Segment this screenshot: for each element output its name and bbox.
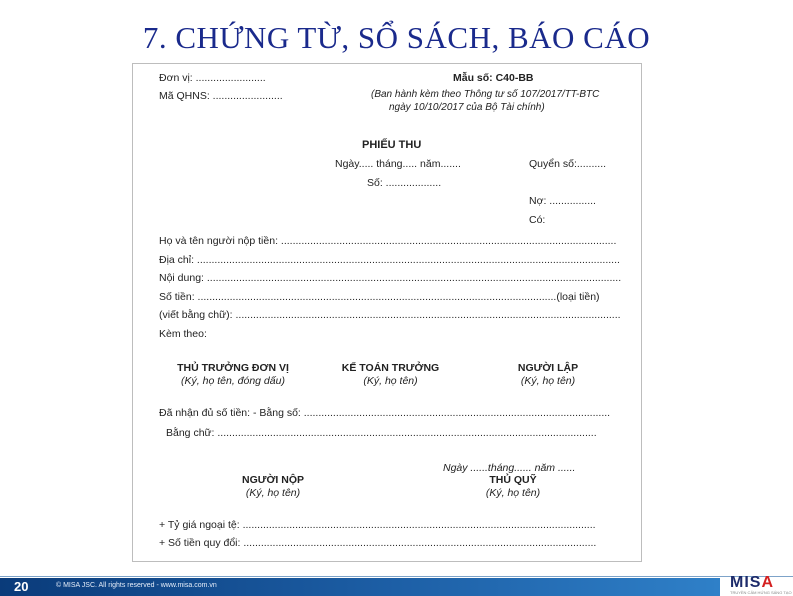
receipt-number: Số: ................... <box>367 177 442 189</box>
amount-words-line: (viết bằng chữ): .................................................................................................................................... <box>159 309 621 321</box>
date-line: Ngày..... tháng..... năm....... <box>335 158 461 170</box>
credit-field: Có: <box>529 214 546 226</box>
sig-payer: NGƯỜI NỘP <box>241 474 304 486</box>
sig-preparer: NGƯỜI LẬP <box>517 362 579 374</box>
book-number: Quyển số:.......... <box>529 158 607 170</box>
date-line-2: Ngày ......tháng...... năm ...... <box>443 462 576 474</box>
misa-logo-accent: A <box>761 574 775 591</box>
sig-head-unit-note: (Ký, họ tên, đóng dấu) <box>181 375 285 387</box>
sig-cashier: THỦ QUỸ <box>489 474 537 486</box>
sig-cashier-note: (Ký, họ tên) <box>485 487 541 499</box>
received-amount-line: Đã nhận đủ số tiền: - Bằng số: ......................................................................................................... <box>159 407 611 419</box>
content-line: Nội dung: .............................................................................................................................................. <box>159 272 622 284</box>
receipt-form <box>132 63 642 562</box>
issuance-note-2: ngày 10/10/2017 của Bộ Tài chính) <box>389 102 545 113</box>
footer-copyright: © MISA JSC. All rights reserved - www.misa.com.vn <box>56 582 217 589</box>
address-line: Địa chỉ: ................................................................................................................................................. <box>159 254 620 266</box>
anniversary-logo <box>14 579 28 594</box>
exchange-rate-line: + Tỷ giá ngoại tệ: ......................................................................................................................... <box>159 519 596 531</box>
payer-name-line: Họ và tên người nộp tiền: ................................................................................................................... <box>159 235 617 247</box>
slide-title: 7. CHỨNG TỪ, SỔ SÁCH, BÁO CÁO <box>142 20 651 55</box>
amount-line: Số tiền: ...........................................................................................................................(loại tiền) <box>159 291 600 303</box>
sig-preparer-note: (Ký, họ tên) <box>520 375 576 387</box>
sig-payer-note: (Ký, họ tên) <box>245 487 301 499</box>
anniversary-logo-text: 20 <box>14 579 29 594</box>
attachments-line: Kèm theo: <box>159 328 207 340</box>
sig-chief-accountant-note: (Ký, họ tên) <box>363 375 418 387</box>
misa-tagline: TRUYỀN CẢM HỨNG SÁNG TẠO <box>730 590 792 595</box>
received-words-line: Bằng chữ: .................................................................................................................................. <box>166 427 597 439</box>
ma-qhns-field: Mã QHNS: ........................ <box>159 90 283 102</box>
issuance-note-1: (Ban hành kèm theo Thông tư số 107/2017/TT-BTC <box>371 89 600 100</box>
footer-divider <box>0 576 793 577</box>
form-title: PHIẾU THU <box>362 139 422 151</box>
sig-chief-accountant: KẾ TOÁN TRƯỞNG <box>341 362 440 374</box>
misa-logo-text: MIS <box>730 574 762 591</box>
sig-head-unit: THỦ TRƯỞNG ĐƠN VỊ <box>177 362 289 374</box>
form-code: Mẫu số: C40-BB <box>453 72 534 84</box>
converted-amount-line: + Số tiền quy đổi: ......................................................................................................................... <box>159 537 597 549</box>
don-vi-field: Đơn vị: ........................ <box>159 72 266 84</box>
debit-field: Nợ: ................ <box>529 195 596 207</box>
